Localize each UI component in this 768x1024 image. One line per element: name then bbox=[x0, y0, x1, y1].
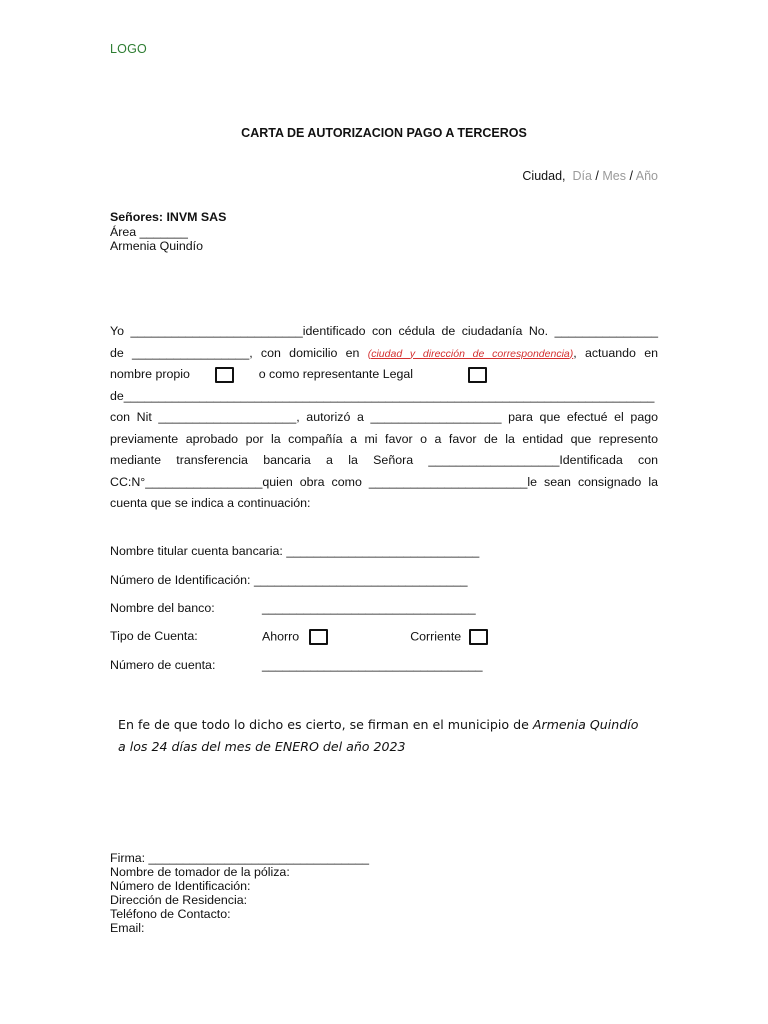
body-line: previamente aprobado por la compañía a mi favor o a favor de la entidad que represento bbox=[110, 431, 658, 446]
recipient-name: Señores: INVM SAS bbox=[110, 210, 227, 224]
email: Email: bbox=[110, 920, 145, 935]
body-line: CC:N°_________________quien obra como _______________________le sean consignado la bbox=[110, 474, 658, 489]
policyholder-name: Nombre de tomador de la póliza: bbox=[110, 864, 290, 879]
checking-label: Corriente bbox=[410, 629, 462, 644]
body-line: mediante transferencia bancaria a la Señora ___________________Identificada con bbox=[110, 453, 658, 467]
contact-phone: Teléfono de Contacto: bbox=[110, 906, 231, 921]
date-separator: / bbox=[595, 169, 599, 183]
correspondence-hint: (ciudad y dirección de correspondencia) bbox=[367, 347, 574, 360]
date-separator: / bbox=[629, 169, 633, 183]
body-line: de_____________________________________________________________________________ bbox=[110, 388, 655, 403]
day-placeholder: Día bbox=[572, 169, 592, 183]
body-line: nombre propio o como representante Legal bbox=[110, 364, 658, 386]
bank-name-field: Nombre del banco: _______________________________ bbox=[110, 601, 476, 615]
identification-number: Número de Identificación: bbox=[110, 878, 251, 893]
recipient-city: Armenia Quindío bbox=[110, 239, 203, 254]
legal-representative-checkbox[interactable] bbox=[468, 367, 487, 383]
checking-checkbox[interactable] bbox=[469, 629, 488, 645]
signature-block bbox=[110, 852, 369, 935]
own-name-checkbox[interactable] bbox=[215, 367, 234, 383]
body-line: Yo _________________________identificado con cédula de ciudadanía No. _______________ bbox=[110, 324, 658, 338]
month-placeholder: Mes bbox=[602, 169, 626, 183]
recipient-block bbox=[110, 210, 226, 254]
year-placeholder: Año bbox=[635, 169, 658, 183]
date-line bbox=[522, 169, 658, 183]
account-type-field: Tipo de Cuenta: Ahorro Corriente bbox=[110, 629, 492, 645]
body-line: con Nit ____________________, autorizó a ___________________ para que efectué el pago bbox=[110, 410, 658, 424]
account-holder-field: Nombre titular cuenta bancaria: ____________________________ bbox=[110, 544, 480, 558]
authorization-paragraph bbox=[110, 321, 658, 515]
closing-statement: En fe de que todo lo dicho es cierto, se firman en el municipio de Armenia Quindío a los 24 días del mes de ENERO del año 2023 bbox=[118, 717, 639, 754]
closing-city: Armenia Quindío bbox=[532, 717, 639, 732]
body-line: cuenta que se indica a continuación: bbox=[110, 496, 311, 510]
account-number-field: Número de cuenta: ________________________________ bbox=[110, 658, 483, 672]
body-line: de _________________, con domicilio en (ciudad y dirección de correspondencia), actuando en bbox=[110, 345, 658, 360]
savings-label: Ahorro bbox=[262, 629, 300, 644]
signature-line: Firma: ________________________________ bbox=[110, 851, 370, 865]
recipient-area: Área _______ bbox=[110, 224, 188, 239]
savings-checkbox[interactable] bbox=[309, 629, 328, 645]
logo: LOGO bbox=[110, 42, 147, 56]
document-title: CARTA DE AUTORIZACION PAGO A TERCEROS bbox=[241, 126, 527, 140]
residence-address: Dirección de Residencia: bbox=[110, 892, 248, 907]
city-label: Ciudad, bbox=[522, 169, 566, 183]
identification-field: Número de Identificación: _______________________________ bbox=[110, 573, 468, 587]
